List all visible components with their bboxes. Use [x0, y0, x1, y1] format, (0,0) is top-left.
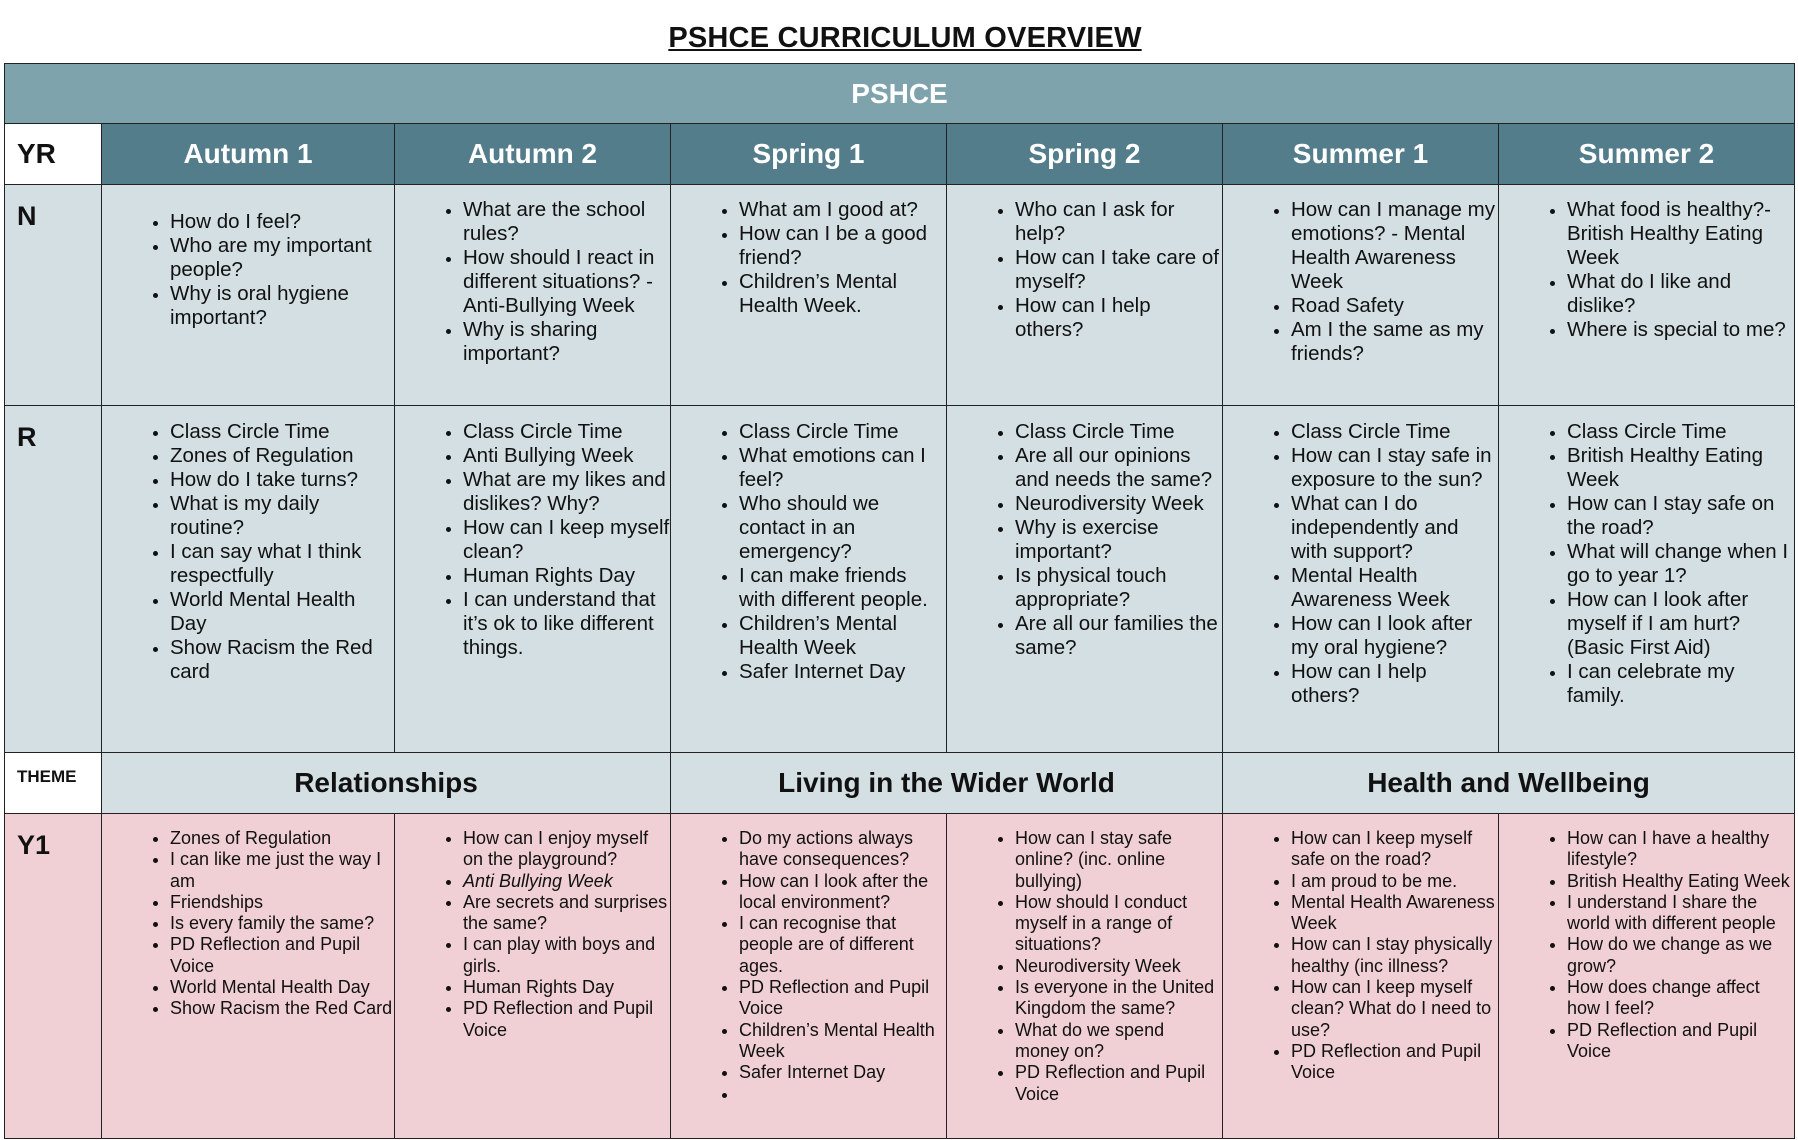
list-item: • Class Circle Time	[1015, 420, 1222, 444]
list-item: • PD Reflection and Pupil Voice	[463, 998, 670, 1041]
list-item: • Safer Internet Day	[739, 660, 946, 684]
list-item: • Why is exercise important?	[1015, 516, 1222, 564]
list-item: • I am proud to be me.	[1291, 871, 1498, 892]
list-item: • How can I help others?	[1015, 294, 1222, 342]
list-item: • What is my daily routine?	[170, 492, 394, 540]
list-item: • How can I manage my emotions? - Mental Health Awareness Week	[1291, 198, 1498, 294]
cell-n-spring-1	[671, 185, 947, 406]
list-item: • Mental Health Awareness Week	[1291, 892, 1498, 935]
list-item: • How do we change as we grow?	[1567, 934, 1794, 977]
list-item: • Neurodiversity Week	[1015, 956, 1222, 977]
list-item: • How can I look after myself if I am hurt? (Basic First Aid)	[1567, 588, 1794, 660]
list-item: • How can I be a good friend?	[739, 222, 946, 270]
theme-living-in-the-wider-world: Living in the Wider World	[671, 753, 1223, 814]
list-item: • How can I have a healthy lifestyle?	[1567, 828, 1794, 871]
list-item: • How can I enjoy myself on the playground?	[463, 828, 670, 871]
list-item: • Zones of Regulation	[170, 444, 394, 468]
list-item: • Where is special to me?	[1567, 318, 1794, 342]
list-item: • PD Reflection and Pupil Voice	[1291, 1041, 1498, 1084]
list-item: • Friendships	[170, 892, 394, 913]
list-item: • Class Circle Time	[463, 420, 670, 444]
cell-r-autumn-2	[395, 406, 671, 753]
list-item: • British Healthy Eating Week	[1567, 871, 1794, 892]
cell-n-autumn-1	[102, 185, 395, 406]
list-item: • How should I conduct myself in a range of situations?	[1015, 892, 1222, 956]
list-item: • What food is healthy?- British Healthy Eating Week	[1567, 198, 1794, 270]
list-item: • Road Safety	[1291, 294, 1498, 318]
list-item: • Zones of Regulation	[170, 828, 394, 849]
list-item: • How can I stay safe online? (inc. online bullying)	[1015, 828, 1222, 892]
list-item: • Children’s Mental Health Week.	[739, 270, 946, 318]
list-item: • How can I stay safe in exposure to the sun?	[1291, 444, 1498, 492]
list-item: • What are the school rules?	[463, 198, 670, 246]
list-item: • World Mental Health Day	[170, 588, 394, 636]
list-item: • Mental Health Awareness Week	[1291, 564, 1498, 612]
list-item: • What will change when I go to year 1?	[1567, 540, 1794, 588]
list-item: • How should I react in different situations? - Anti-Bullying Week	[463, 246, 670, 318]
list-item: • Who should we contact in an emergency?	[739, 492, 946, 564]
term-header-spring-1: Spring 1	[671, 124, 947, 185]
row-label-theme: THEME	[5, 753, 102, 814]
list-item: • How can I stay physically healthy (inc illness?	[1291, 934, 1498, 977]
row-year-1	[5, 814, 1795, 1139]
list-item: • What are my likes and dislikes? Why?	[463, 468, 670, 516]
cell-y1-spring-2	[947, 814, 1223, 1139]
list-item: • Neurodiversity Week	[1015, 492, 1222, 516]
list-item: • I can play with boys and girls.	[463, 934, 670, 977]
list-item: • Is every family the same?	[170, 913, 394, 934]
list-item: • Are secrets and surprises the same?	[463, 892, 670, 935]
list-item: • Children’s Mental Health Week	[739, 1020, 946, 1063]
list-item: • What emotions can I feel?	[739, 444, 946, 492]
list-item: • Who can I ask for help?	[1015, 198, 1222, 246]
row-theme	[5, 753, 1795, 814]
list-item: • Are all our families the same?	[1015, 612, 1222, 660]
cell-y1-summer-2	[1499, 814, 1795, 1139]
row-label-y1: Y1	[5, 814, 102, 1139]
list-item: • Am I the same as my friends?	[1291, 318, 1498, 366]
cell-r-spring-1	[671, 406, 947, 753]
list-item: • I can celebrate my family.	[1567, 660, 1794, 708]
list-item: • Class Circle Time	[1291, 420, 1498, 444]
year-column-header: YR	[5, 124, 102, 185]
list-item: • What can I do independently and with support?	[1291, 492, 1498, 564]
list-item: • PD Reflection and Pupil Voice	[1567, 1020, 1794, 1063]
cell-r-autumn-1	[102, 406, 395, 753]
row-reception	[5, 406, 1795, 753]
list-item: • Are all our opinions and needs the same?	[1015, 444, 1222, 492]
list-item: • PD Reflection and Pupil Voice	[1015, 1062, 1222, 1105]
list-item: • PD Reflection and Pupil Voice	[739, 977, 946, 1020]
list-item: • Safer Internet Day	[739, 1062, 946, 1083]
row-label-n: N	[5, 185, 102, 406]
list-item: • How can I look after the local environment?	[739, 871, 946, 914]
list-item: • How can I take care of myself?	[1015, 246, 1222, 294]
list-item: • Children’s Mental Health Week	[739, 612, 946, 660]
list-item: • Anti Bullying Week	[463, 871, 670, 892]
list-item: • Show Racism the Red card	[170, 636, 394, 684]
list-item: • How can I keep myself safe on the road?	[1291, 828, 1498, 871]
list-item: • British Healthy Eating Week	[1567, 444, 1794, 492]
cell-y1-summer-1	[1223, 814, 1499, 1139]
list-item: • Class Circle Time	[1567, 420, 1794, 444]
cell-r-spring-2	[947, 406, 1223, 753]
term-header-autumn-1: Autumn 1	[102, 124, 395, 185]
theme-health-and-wellbeing: Health and Wellbeing	[1223, 753, 1795, 814]
list-item: • How can I look after my oral hygiene?	[1291, 612, 1498, 660]
list-item: • I can say what I think respectfully	[170, 540, 394, 588]
list-item: • Class Circle Time	[170, 420, 394, 444]
list-item: • Anti Bullying Week	[463, 444, 670, 468]
cell-n-summer-1	[1223, 185, 1499, 406]
cell-y1-autumn-2	[395, 814, 671, 1139]
list-item: • What do I like and dislike?	[1567, 270, 1794, 318]
list-item: • I can understand that it’s ok to like different things.	[463, 588, 670, 660]
row-label-r: R	[5, 406, 102, 753]
cell-y1-autumn-1	[102, 814, 395, 1139]
list-item: • How can I keep myself clean?	[463, 516, 670, 564]
list-item: • How can I keep myself clean? What do I need to use?	[1291, 977, 1498, 1041]
term-header-summer-1: Summer 1	[1223, 124, 1499, 185]
list-item: • Is everyone in the United Kingdom the same?	[1015, 977, 1222, 1020]
list-item: • Do my actions always have consequences?	[739, 828, 946, 871]
list-item: • Is physical touch appropriate?	[1015, 564, 1222, 612]
cell-n-autumn-2	[395, 185, 671, 406]
list-item: • World Mental Health Day	[170, 977, 394, 998]
term-header-summer-2: Summer 2	[1499, 124, 1795, 185]
list-item: • I can like me just the way I am	[170, 849, 394, 892]
list-item: • How do I take turns?	[170, 468, 394, 492]
list-item: • Why is sharing important?	[463, 318, 670, 366]
cell-n-summer-2	[1499, 185, 1795, 406]
cell-y1-spring-1	[671, 814, 947, 1139]
list-item: • PD Reflection and Pupil Voice	[170, 934, 394, 977]
list-item: • Class Circle Time	[739, 420, 946, 444]
cell-r-summer-1	[1223, 406, 1499, 753]
list-item: • I understand I share the world with different people	[1567, 892, 1794, 935]
curriculum-table	[4, 63, 1795, 1139]
list-item: • What do we spend money on?	[1015, 1020, 1222, 1063]
list-item	[739, 1084, 946, 1105]
subject-banner: PSHCE	[5, 64, 1795, 124]
theme-relationships: Relationships	[102, 753, 671, 814]
list-item: • How can I stay safe on the road?	[1567, 492, 1794, 540]
list-item: • Show Racism the Red Card	[170, 998, 394, 1019]
page-title: PSHCE CURRICULUM OVERVIEW	[668, 22, 1142, 54]
list-item: • Why is oral hygiene important?	[170, 282, 394, 330]
list-item: • How does change affect how I feel?	[1567, 977, 1794, 1020]
cell-n-spring-2	[947, 185, 1223, 406]
cell-r-summer-2	[1499, 406, 1795, 753]
row-nursery	[5, 185, 1795, 406]
list-item: • Human Rights Day	[463, 977, 670, 998]
list-item: • How can I help others?	[1291, 660, 1498, 708]
term-header-spring-2: Spring 2	[947, 124, 1223, 185]
list-item: • What am I good at?	[739, 198, 946, 222]
list-item: • Human Rights Day	[463, 564, 670, 588]
list-item: • I can make friends with different people.	[739, 564, 946, 612]
list-item: • How do I feel?	[170, 210, 394, 234]
list-item: • I can recognise that people are of different ages.	[739, 913, 946, 977]
term-header-autumn-2: Autumn 2	[395, 124, 671, 185]
list-item: • Who are my important people?	[170, 234, 394, 282]
